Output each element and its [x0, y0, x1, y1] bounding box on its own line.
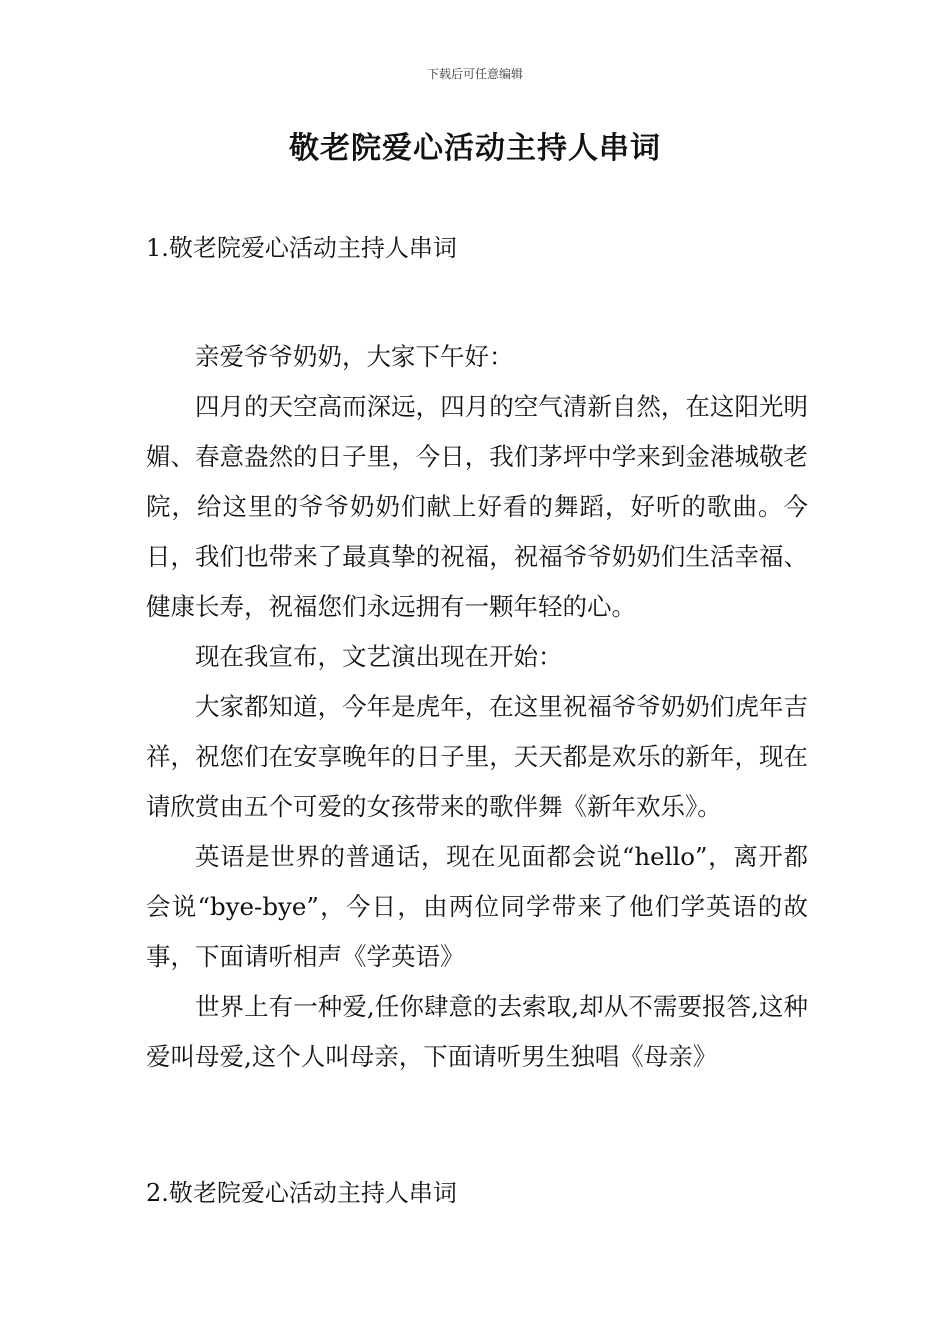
- document-title: 敬老院爱心活动主持人串词: [289, 131, 661, 166]
- section-heading-1: 1.敬老院爱心活动主持人串词: [146, 234, 457, 262]
- paragraph-announcement: 现在我宣布，文艺演出现在开始：: [195, 642, 563, 671]
- paragraph-greeting: 亲爱爷爷奶奶，大家下午好：: [195, 342, 514, 371]
- section-heading-2: 2.敬老院爱心活动主持人串词: [146, 1179, 457, 1207]
- section-1-body: [146, 332, 808, 1082]
- paragraph-opening: 四月的天空高而深远，四月的空气清新自然，在这阳光明媚、春意盎然的日子里，今日，我们茅坪中学来到金港城敬老院，给这里的爷爷奶奶们献上好看的舞蹈，好听的歌曲。今日，我们也带来了最真挚的祝福，祝福爷爷奶奶们生活幸福、健康长寿，祝福您们永远拥有一颗年轻的心。: [146, 392, 808, 621]
- header-note: 下载后可任意编辑: [426, 67, 523, 81]
- paragraph-solo-intro: 世界上有一种爱,任你肆意的去索取,却从不需要报答,这种爱叫母爱,这个人叫母亲，下面请听男生独唱《母亲》: [146, 992, 808, 1071]
- paragraph-crosstalk-intro: 英语是世界的普通话，现在见面都会说“hello”，离开都会说“bye-bye”，今日，由两位同学带来了他们学英语的故事，下面请听相声《学英语》: [146, 842, 808, 971]
- paragraph-dance-intro: 大家都知道，今年是虎年，在这里祝福爷爷奶奶们虎年吉祥，祝您们在安享晚年的日子里，天天都是欢乐的新年，现在请欣赏由五个可爱的女孩带来的歌伴舞《新年欢乐》。: [146, 692, 808, 821]
